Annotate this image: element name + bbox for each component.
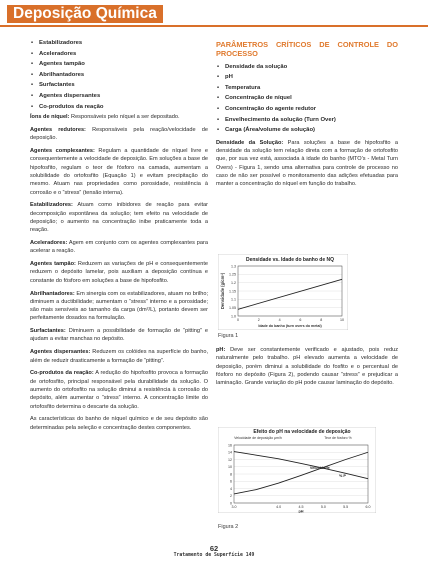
list-item: • Concentração de níquel	[216, 93, 398, 104]
paragraph-ph	[216, 346, 398, 387]
paragraph-text: Diminuem a possibilidade de formação de “pitting” e ajudam a evitar manchas no depósito.	[30, 328, 208, 343]
term-label: Agentes complexantes:	[30, 148, 95, 155]
y-tick-label: 1.15	[229, 289, 236, 294]
paragraph-text: Agem em conjunto com os agentes complexantes para acelerar a reação.	[30, 240, 208, 255]
paragraph-final: As características do banho de níquel químico e de seu depósito são determinadas pela seleção e concentração destes componentes.	[30, 416, 208, 431]
paragraph-redutores	[30, 126, 208, 143]
y-tick-label: 16	[228, 443, 232, 448]
left-column	[30, 38, 208, 436]
y-axis-label: Densidade (g/cm³)	[220, 272, 225, 310]
y-tick-label: 1.2	[231, 280, 236, 285]
y-tick-label: 12	[228, 457, 232, 462]
paragraph-text: Reduzem as variações de pH e consequentemente reduzem o depósito lamelar, pois auxiliam a deposição contínua e constante do fósforo em soluções a base de hipofosfito.	[30, 261, 208, 284]
page-title: Deposição Química	[7, 5, 163, 23]
term-label: Co-produtos da reação:	[30, 370, 94, 377]
publication-name: Tratamento de Superfície 149	[173, 553, 255, 558]
paragraph-text: Atuam como inibidores de reação para evitar decomposição espontânea da solução; tem efeito na velocidade de deposição; o aumento na concentração inibe praticamente toda a reação.	[30, 202, 208, 234]
term-label: Íons de níquel:	[30, 114, 70, 121]
list-item: • Estabilizadores	[30, 38, 208, 49]
paragraph-densidade	[216, 139, 398, 189]
list-item: • Agentes tampão	[30, 59, 208, 70]
x-tick-label: 4.5	[298, 505, 304, 509]
x-axis-label: Idade do banho (turn overs do metal)	[258, 324, 322, 328]
paragraph-coprodutos	[30, 369, 208, 410]
paragraph-tampao	[30, 260, 208, 285]
paragraph-ions	[30, 113, 208, 121]
term-label: Agentes redutores:	[30, 126, 86, 133]
term-label: Agentes tampão:	[30, 261, 76, 268]
figure1-caption: Figura 1	[218, 333, 239, 339]
series-label: % P	[338, 473, 346, 478]
x-tick-label: 10	[340, 318, 344, 322]
y-tick-label: 2	[230, 494, 232, 499]
term-label: Abrilhantadores:	[30, 290, 75, 297]
chart-title: Efeito do pH na velocidade de deposição	[253, 429, 351, 435]
y-tick-label: 1.0	[231, 314, 236, 319]
term-label: Aceleradores:	[30, 240, 68, 247]
term-label: Estabilizadores:	[30, 202, 73, 209]
right-column-lower	[216, 346, 398, 392]
x-tick-label: 5.5	[343, 505, 349, 509]
page-number: 62	[209, 544, 219, 553]
y-tick-label: 1.1	[231, 297, 236, 302]
term-label: Agentes dispersantes:	[30, 349, 91, 356]
x-tick-label: 6.0	[365, 505, 371, 509]
y-tick-label: 6	[230, 479, 232, 484]
x-axis-label: pH	[298, 509, 304, 513]
chart-title: Densidade vs. Idade do banho de NQ	[245, 257, 335, 263]
paragraph-text: Responsáveis pela reação/velocidade de deposição.	[30, 126, 208, 142]
list-item: • Concentração do agente redutor	[216, 104, 398, 115]
list-item: • Abrilhantadores	[30, 70, 208, 81]
y-tick-label: 0	[230, 501, 232, 506]
list-item: • Densidade da solução	[216, 62, 398, 73]
figure2-caption: Figura 2	[218, 524, 239, 530]
paragraph-text: Reduzem os colóides na superfície do banho, além de reduzir drasticamente a formação de “pitting”.	[30, 349, 208, 364]
paragraph-aceleradores	[30, 239, 208, 256]
list-item: • Co-produtos da reação	[30, 102, 208, 113]
x-tick-label: 4.0	[276, 505, 282, 509]
x-tick-label: 2	[257, 318, 260, 322]
paragraph-estabilizadores	[30, 201, 208, 234]
y-tick-label: 1.3	[231, 264, 236, 269]
section-title: PARÂMETROS CRÍTICOS DE CONTROLE DO PROCESSO	[216, 40, 398, 58]
list-item: • Agentes dispersantes	[30, 91, 208, 102]
series-label: Velocidade	[309, 465, 330, 470]
component-list	[30, 38, 208, 112]
header-rule	[0, 25, 428, 27]
y-tick-label: 1.05	[229, 305, 236, 310]
paragraph-text: A redução do hipofosfito provoca a formação de ortofosfito, principal responsável pela durabilidade da solução. O aumento do ortofosfito na solução diminui a resistência à corrosão do depósito, além aumentar o “stress” interno. A concentração limite do ortofosfito determina o descarte da solução.	[30, 370, 208, 410]
list-item: • Carga (Área/volume de solução)	[216, 125, 398, 136]
paragraph-text: Regulam a quantidade de níquel livre e consequentemente a velocidade de deposição. Em soluções a base de hipofosfito, regulam o teor de fósforo na camada, aumentam a solubilidade do ortofosfito (Equação 1) e evitam precipitação do mesmo. Atuam nas propriedades como porosidade, resistência à corrosão e o “stress” (tensão interna).	[30, 148, 209, 196]
y-tick-label: 8	[230, 472, 232, 477]
parameter-list	[216, 62, 398, 136]
right-column	[216, 38, 398, 193]
paragraph-text: Deve ser constantemente verificado e ajustado, pois reduz naturalmente pelo trabalho. pH elevado aumenta a velocidade de deposição, porém diminui a solubilidade do fosfito e o percentual de fósforo no depósito (Figura 2), podendo causar “stress” e prejudicar a laminação. Grande variação do pH pode causar laminação do depósito.	[216, 347, 398, 387]
y-tick-label: 4	[230, 486, 232, 491]
term-label: Surfactantes:	[30, 328, 66, 335]
list-item: • Surfactantes	[30, 80, 208, 91]
chart-annotation: Velocidade de deposição µm/h	[234, 436, 282, 440]
y-tick-label: 1.25	[229, 272, 236, 277]
list-item: • Envelhecimento da solução (Turn Over)	[216, 115, 398, 126]
paragraph-text: Em sinergia com os estabilizadores, atuam no brilho; diminuem a ductibilidade; aumentam o “stress” interno e a porosidade; são mais sensíveis ao tamanho da carga (dm²/L), portanto devem ser perfeitamente dosados na formulação.	[30, 290, 208, 322]
term-label: Densidade da Solução:	[216, 139, 284, 146]
paragraph-text: Responsáveis pelo níquel a ser depositado.	[69, 114, 180, 121]
list-item: • Aceleradores	[30, 49, 208, 60]
x-tick-label: 0	[237, 318, 239, 322]
list-item: • Temperatura	[216, 83, 398, 94]
paragraph-abrilhantadores	[30, 290, 208, 323]
y-tick-label: 10	[228, 465, 232, 470]
chart-annotation: Teor de fósforo %	[324, 436, 352, 440]
paragraph-surfactantes	[30, 327, 208, 344]
ph-effect-chart	[218, 427, 376, 513]
paragraph-dispersantes	[30, 348, 208, 365]
page-header	[0, 0, 428, 26]
x-tick-label: 6	[299, 318, 302, 322]
x-tick-label: 5.0	[320, 505, 326, 509]
paragraph-complexantes	[30, 147, 208, 197]
x-tick-label: 4	[278, 318, 281, 322]
term-label: pH:	[216, 347, 226, 353]
y-tick-label: 14	[228, 450, 232, 455]
paragraph-text: Para soluções a base de hipofosfito a densidade da solução tem relação direta com a formação de ortofosfito que, por sua vez está, associada à idade do banho (MTO’s - Metal Turn Overs) - Figura 1, sendo uma alternativa para controle de processo no caso de não ser possível o monitoramento das adições efetuadas para manter a concentração do níquel em função do trabalho.	[216, 139, 398, 188]
x-tick-label: 8	[320, 318, 323, 322]
density-chart	[218, 254, 348, 330]
x-tick-label: 3.0	[231, 505, 237, 509]
list-item: • pH	[216, 72, 398, 83]
